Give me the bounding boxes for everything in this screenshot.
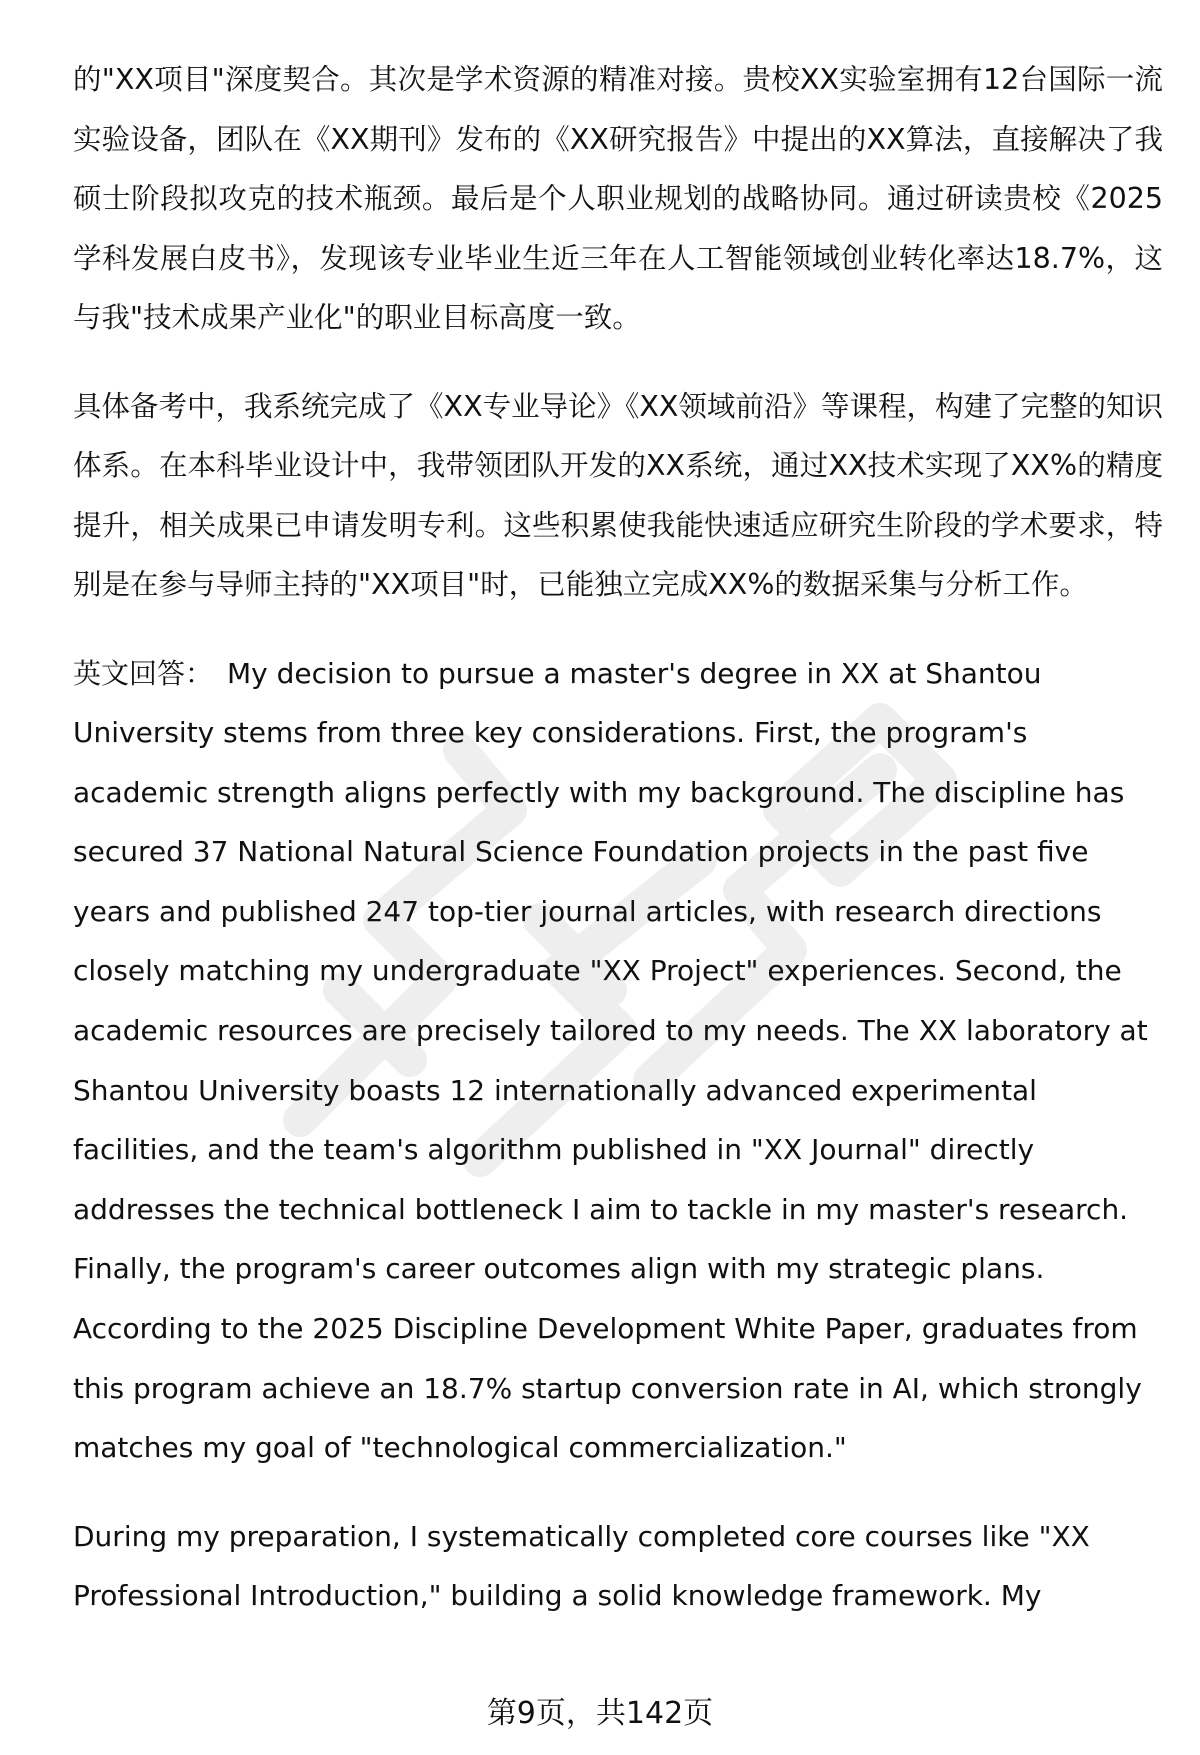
paragraph-preparation-zh: 具体备考中，我系统完成了《XX专业导论》《XX领域前沿》等课程，构建了完整的知识体系。在本科毕业设计中，我带领团队开发的XX系统，通过XX技术实现了XX%的精度提升，相关成果已申请发明专利。这些积累使我能快速适应研究生阶段的学术要求，特别是在参与导师主持的"XX项目"时，已能独立完成XX%的数据采集与分析工作。 [73, 389, 1163, 601]
paragraph-preparation-en: During my preparation, I systematically completed core courses like "XX Professional Introduction," building a solid knowledge framework. My [73, 1519, 1090, 1613]
english-answer-label: 英文回答： [73, 656, 214, 690]
english-answer-text: My decision to pursue a master's degree in XX at Shantou University stems from three key considerations. First, the program's academic strength aligns perfectly with my background. The discipline has secured 37 National Natural Science Foundation projects in the past five years and published 247 top-tier journal articles, with research directions closely matching my undergraduate "XX Project" experiences. Second, the academic resources are precisely tailored to my needs. The XX laboratory at Shantou University boasts 12 internationally advanced experimental facilities, and the team's algorithm published in "XX Journal" directly addresses the technical bottleneck I aim to tackle in my master's research. Finally, the program's career outcomes align with my strategic plans. According to the 2025 Discipline Development White Paper, graduates from this program achieve an 18.7% startup conversion rate in AI, which strongly matches my goal of "technological commercialization." [73, 656, 1148, 1465]
page-number: 第9页，共142页 [486, 1696, 714, 1731]
paragraph-motivation-zh-continued: 的"XX项目"深度契合。其次是学术资源的精准对接。贵校XX实验室拥有12台国际一流实验设备，团队在《XX期刊》发布的《XX研究报告》中提出的XX算法，直接解决了我硕士阶段拟攻克的技术瓶颈。最后是个人职业规划的战略协同。通过研读贵校《2025学科发展白皮书》，发现该专业毕业生近三年在人工智能领域创业转化率达18.7%，这与我"技术成果产业化"的职业目标高度一致。 [73, 63, 1163, 334]
document-body [73, 50, 1163, 1626]
paragraph-english-answer [73, 644, 1163, 1478]
